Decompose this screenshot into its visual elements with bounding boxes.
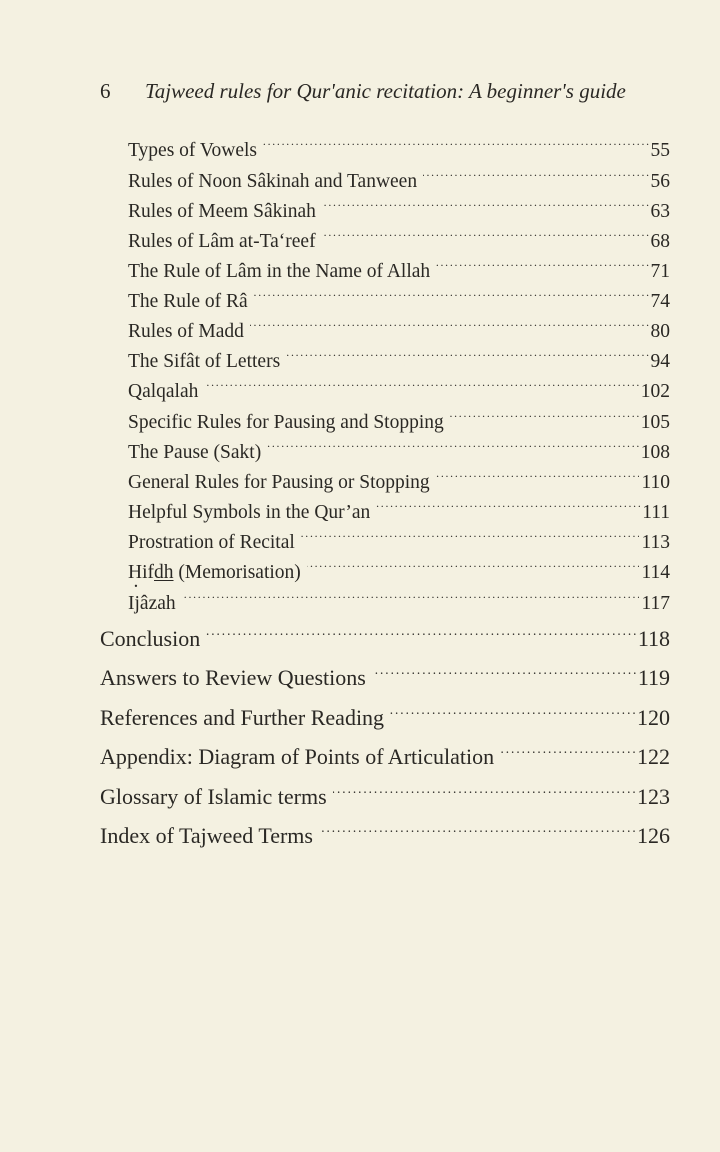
toc-entry-title: Appendix: Diagram of Points of Articulation <box>100 744 495 769</box>
toc-entry-title: Rules of Noon Sâkinah and Tanween <box>128 170 418 192</box>
toc-entry-page: 110 <box>641 471 670 493</box>
toc-entry-title: Types of Vowels <box>128 139 257 161</box>
toc-entry-page: 80 <box>650 320 670 342</box>
dot-leader <box>423 167 648 187</box>
toc-entry-main[interactable] <box>100 624 670 653</box>
toc-entry-title: Glossary of Islamic terms <box>100 784 327 809</box>
dot-leader <box>322 227 649 247</box>
hifdh-middle: if <box>142 561 155 583</box>
toc-entry[interactable] <box>128 468 670 496</box>
toc-entry-title: The Sifât of Letters <box>128 350 281 372</box>
page-number: 6 <box>100 79 111 103</box>
dot-leader <box>307 558 640 578</box>
toc-entry[interactable] <box>128 167 670 195</box>
toc-entry-page: 118 <box>637 626 670 651</box>
toc-entry-title: Rules of Meem Sâkinah <box>128 200 316 222</box>
toc-entry-main[interactable] <box>100 663 670 692</box>
toc-entry-page: 74 <box>650 290 670 312</box>
toc-entry-page: 71 <box>650 260 670 282</box>
toc-entry-page: 111 <box>642 501 670 523</box>
toc-entry-page: 63 <box>650 200 670 222</box>
running-title: Tajweed rules for Qur'anic recitation: A beginner's guide <box>145 79 626 103</box>
toc-entry-title: Index of Tajweed Terms <box>100 823 313 848</box>
toc-entry-page: 122 <box>637 744 670 769</box>
dot-leader <box>319 821 635 843</box>
dot-leader <box>372 663 636 685</box>
toc-entry-title: The Rule of Lâm in the Name of Allah <box>128 260 431 282</box>
dot-leader <box>322 197 649 217</box>
toc-entry-page: 108 <box>640 441 670 463</box>
dot-leader <box>500 742 635 764</box>
dot-leader <box>436 468 640 488</box>
toc-entry-page: 123 <box>637 784 670 809</box>
toc-entry-page: 119 <box>637 665 670 690</box>
toc-entry-page: 102 <box>640 380 670 402</box>
toc-entry[interactable] <box>128 528 670 556</box>
toc-entry[interactable] <box>128 498 670 526</box>
toc-entry-main[interactable] <box>100 703 670 732</box>
dot-leader <box>267 438 639 458</box>
toc-entry-main[interactable] <box>100 821 670 850</box>
toc-entry-page: 56 <box>650 170 670 192</box>
hifdh-gloss: (Memorisation) <box>178 561 301 583</box>
toc-entry-page: 105 <box>640 411 670 433</box>
toc-entry-title: The Rule of Râ <box>128 290 248 312</box>
toc-entry-title: The Pause (Sakt) <box>128 441 262 463</box>
toc-entry-page: 117 <box>641 592 670 614</box>
toc-entry[interactable] <box>128 257 670 285</box>
toc-entry[interactable] <box>128 589 670 617</box>
toc-entry-page: 113 <box>641 531 670 553</box>
toc-entry[interactable] <box>128 347 670 375</box>
toc-entry-page: 94 <box>650 350 670 372</box>
toc-entry-title: Specific Rules for Pausing and Stopping <box>128 411 444 433</box>
dot-leader <box>301 528 640 548</box>
toc-entry-page: 68 <box>650 230 670 252</box>
toc-entry-title: Prostration of Recital <box>128 531 295 553</box>
toc-entry-title: Answers to Review Questions <box>100 665 366 690</box>
dot-leader <box>436 257 648 277</box>
dot-leader <box>390 703 635 725</box>
toc-entry-page: 126 <box>637 823 670 848</box>
toc-entry-title <box>128 560 307 586</box>
toc-entry-title: Ijâzah <box>128 592 176 614</box>
toc-entry[interactable] <box>128 227 670 255</box>
toc-entry-main[interactable] <box>100 782 670 811</box>
toc-entry-title: Helpful Symbols in the Qur’an <box>128 501 371 523</box>
dot-leader <box>286 347 648 367</box>
toc-entry[interactable] <box>128 287 670 315</box>
h-with-dot-below: H . <box>128 562 142 583</box>
running-header <box>100 78 660 104</box>
dot-leader <box>376 498 640 518</box>
toc-entry-title: References and Further Reading <box>100 705 385 730</box>
toc-entry-title: Rules of Madd <box>128 320 244 342</box>
dot-leader <box>206 624 636 646</box>
toc-entry[interactable] <box>128 438 670 466</box>
dot-leader <box>250 317 649 337</box>
toc-entry[interactable] <box>128 408 670 436</box>
toc-entry[interactable] <box>128 377 670 405</box>
dot-leader <box>450 408 639 428</box>
toc-entry-title: General Rules for Pausing or Stopping <box>128 471 430 493</box>
dot-leader <box>263 136 649 156</box>
toc-entry-title: Rules of Lâm at-Ta‘reef <box>128 230 316 252</box>
toc-entry[interactable] <box>128 197 670 225</box>
hifdh-underlined-dh: dh <box>154 561 174 583</box>
dot-leader <box>333 782 635 804</box>
dot-leader <box>204 377 638 397</box>
dot-leader <box>182 589 640 609</box>
toc-entry-title: Conclusion <box>100 626 201 651</box>
toc-entry-page: 55 <box>650 139 670 161</box>
toc-entry-main[interactable] <box>100 742 670 771</box>
toc-entry[interactable] <box>128 558 670 586</box>
toc-entry-page: 120 <box>637 705 670 730</box>
dot-leader <box>254 287 649 307</box>
toc-entry-title: Qalqalah <box>128 380 199 402</box>
toc-entry[interactable] <box>128 136 670 164</box>
toc-entry-page: 114 <box>641 561 670 583</box>
toc-entry[interactable] <box>128 317 670 345</box>
